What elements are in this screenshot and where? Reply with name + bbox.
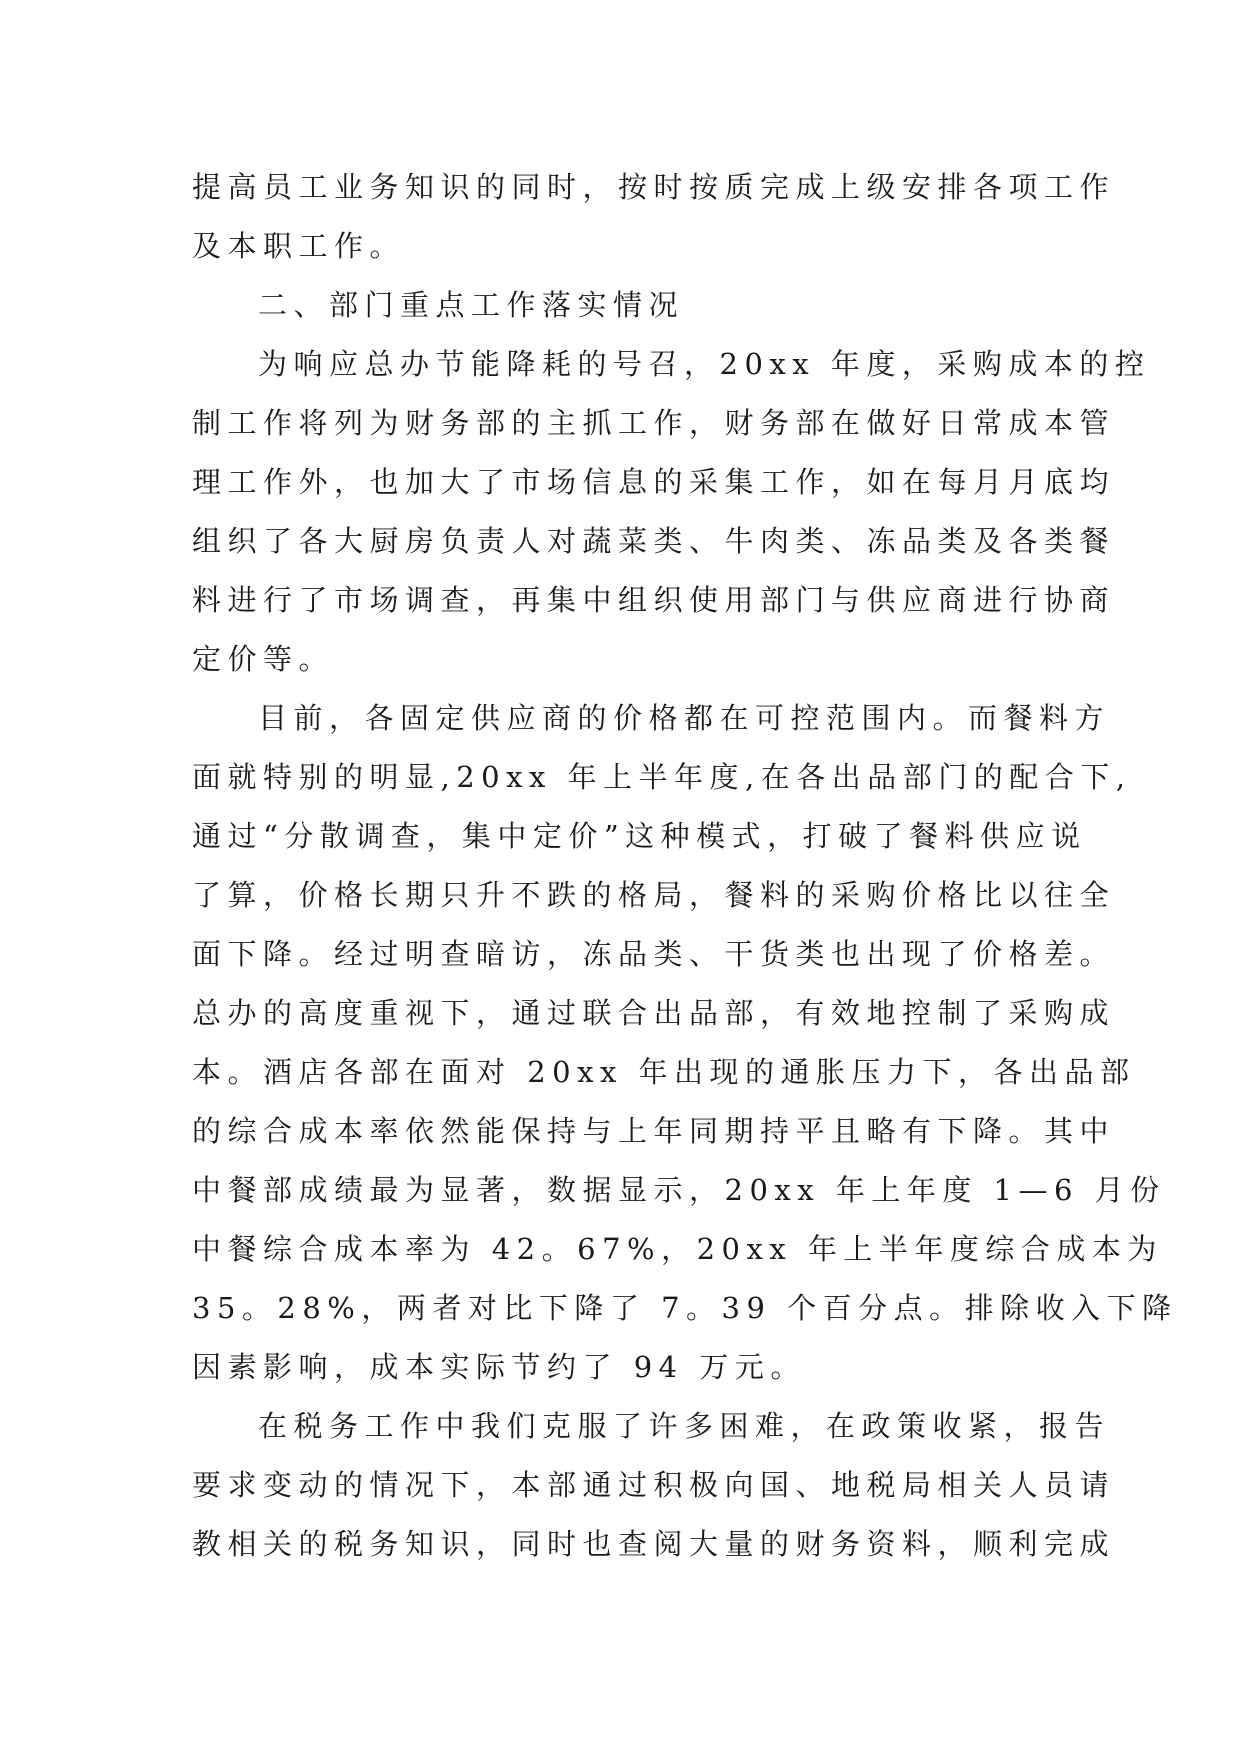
text-line: 的综合成本率依然能保持与上年同期持平且略有下降。其中: [192, 1114, 1116, 1148]
text-line: 通过“分散调查，集中定价”这种模式，打破了餐料供应说: [192, 819, 1087, 853]
text-line: 了算，价格长期只升不跌的格局，餐料的采购价格比以往全: [192, 878, 1116, 912]
text-line: 料进行了市场调查，再集中组织使用部门与供应商进行协商: [192, 583, 1116, 617]
document-body: [192, 158, 1178, 1574]
text-line: 制工作将列为财务部的主抓工作，财务部在做好日常成本管: [192, 406, 1116, 440]
text-line: 面下降。经过明查暗访，冻品类、干货类也出现了价格差。: [192, 937, 1116, 971]
text-line: 因素影响，成本实际节约了 94 万元。: [192, 1350, 806, 1384]
text-line: 提高员工业务知识的同时，按时按质完成上级安排各项工作: [192, 170, 1116, 204]
section-heading: 二、部门重点工作落实情况: [258, 288, 685, 322]
text-line: 在税务工作中我们克服了许多困难，在政策收紧，报告: [258, 1409, 1111, 1443]
text-line: 教相关的税务知识，同时也查阅大量的财务资料，顺利完成: [192, 1527, 1116, 1561]
text-line: 为响应总办节能降耗的号召，20xx 年度，采购成本的控: [258, 347, 1151, 381]
text-line: 中餐综合成本率为 42。67%，20xx 年上半年度综合成本为: [192, 1232, 1163, 1266]
text-line: 中餐部成绩最为显著，数据显示，20xx 年上年度 1—6 月份: [192, 1173, 1166, 1207]
text-line: 总办的高度重视下，通过联合出品部，有效地控制了采购成: [192, 996, 1116, 1030]
text-line: 及本职工作。: [192, 229, 406, 263]
text-line: 理工作外，也加大了市场信息的采集工作，如在每月月底均: [192, 465, 1116, 499]
text-line: 组织了各大厨房负责人对蔬菜类、牛肉类、冻品类及各类餐: [192, 524, 1116, 558]
text-line: 35。28%，两者对比下降了 7。39 个百分点。排除收入下降: [192, 1291, 1178, 1325]
text-line: 目前，各固定供应商的价格都在可控范围内。而餐料方: [258, 701, 1111, 735]
text-line: 面就特别的明显,20xx 年上半年度,在各出品部门的配合下,: [192, 760, 1132, 794]
text-line: 要求变动的情况下，本部通过积极向国、地税局相关人员请: [192, 1468, 1116, 1502]
text-line: 本。酒店各部在面对 20xx 年出现的通胀压力下，各出品部: [192, 1055, 1136, 1089]
text-line: 定价等。: [192, 642, 335, 676]
